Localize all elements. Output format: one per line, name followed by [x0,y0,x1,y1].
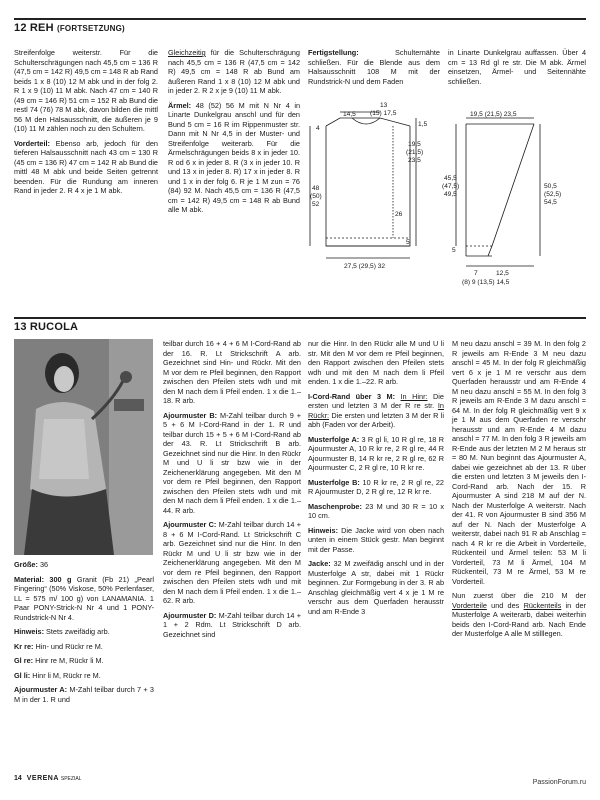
paragraph-text: M-Zahl teilbar durch 9 + 5 + 6 M I-Cord-Rand in der 1. R und teilbar durch 15 + 5 + 6 M I-Cord-Rand ab der 43. R. Lt Strickschrift B arb. Gezeichnet sind nur die Hinr. In den Rückr M und U li str bzw wie in der Zeichenerklärung angegeben. Mit den M vor dem re Pfeil beginnen, den Rapport zwischen den Pfeilen stets wdh und mit den M nach dem li Pfeil enden. 1 x die 1.–44. R arb. [163,410,301,515]
paragraph-label: Musterfolge A: [308,434,360,444]
text-column-materials [14,560,154,772]
paragraph-text: 23 M und 30 R = 10 x 10 cm. [308,501,444,520]
text-column-b [163,339,301,773]
paragraph [452,339,586,586]
section-header-reh [14,18,586,34]
dim-label: 5 [406,239,410,246]
paragraph-text: 32 M zweifädig anschl und in der Musterfolge A str, dabei mit 1 Rückr beginnen. Zur Formgebung in der 3. R ab Anschlag gleichmäßig vert 4 x je 1 M re verschr aus dem Querfaden herausstr und am R-Ende 3 [308,559,444,616]
neckline [352,118,380,124]
inline-label: Rückenteils [523,600,562,610]
paragraph-text: Hinr li M, Rückr re M. [30,670,101,680]
paragraph-label: Ajourmuster B: [163,410,218,420]
paragraph-text: 36 [37,560,49,569]
paragraph-text: Ebenso arb, jedoch für den tieferen Halsausschnitt nach 43 cm = 130 R (45 cm = 136 R) 47 cm = 142 R ab Bund die mittl 48 M abk und beide Seiten getrennt beenden. Für die Rundung am inneren Rand in jeder 2. R 4 x je 1 M abk. [14,138,158,195]
page-number: 14 [14,775,22,782]
section-title: 12 REH [14,22,54,34]
body-outline [326,126,410,246]
brand-name: VERENA [26,775,59,782]
paragraph [14,671,154,681]
paragraph-label: Gl re: [14,656,34,665]
paragraph-text: Die Jacke wird von oben nach unten in einem Stück gestr. Man beginnt mit der Passe. [308,525,444,554]
dim-label: 12,5 [496,270,509,277]
dim-label: 26 [395,211,403,218]
paragraph-label: Gl li: [14,670,31,680]
paragraph-text: M-Zahl teilbar durch 14 + 1 + 2 Rdm. Lt Strickschrift D arb. Gezeichnet sind [163,610,301,639]
dim-label: 4 [316,125,320,132]
model-photo [14,339,153,555]
paragraph [163,411,301,516]
paragraph-text: Hinr re M, Rückr li M. [33,656,104,665]
paragraph [308,559,444,616]
paragraph-text: M-Zahl teilbar durch 7 + 3 M in der 1. R und [14,685,154,704]
inline-label: Vorderteile [452,600,487,610]
paragraph-label: Hinweis: [308,525,339,535]
paragraph-text: und des [486,600,524,610]
paragraph-text: Hin- und Rückr re M. [33,641,103,651]
paragraph [448,48,586,86]
paragraph [14,642,154,652]
dim-label: 14,5 [343,111,356,118]
paragraph [308,392,444,430]
paragraph [14,656,154,666]
paragraph-text: Nun zuerst über die 210 M der [452,591,586,600]
paragraph [308,48,440,86]
paragraph [163,520,301,606]
paragraph [14,627,154,637]
dim-label: 27,5 (29,5) 32 [344,263,386,270]
dim-label: 5 [452,247,456,254]
paragraph-text: Streifenfolge weiterstr. Für die Schulterschrägungen nach 45,5 cm = 136 R (47,5 cm = 142 R) 49,5 cm = 148 R ab Rand beids 1 x 8 (10) 12 M abk und in der folg 2. R 1 x 9 (10) 11 M abk. Nach 47 cm = 140 R (49 cm = 146 R) 51 cm = 152 R ab Bund die restl 74 (76) 78 M abk, davon bilden die mittl 56 M den Halsausschnitt, die äußeren je 9 (10) 11 M zählen noch zu den Schultern. [14,48,158,133]
paragraph [452,591,586,639]
section-title: 13 RUCOLA [14,321,79,333]
paragraph [168,48,300,96]
sleeve-schematic [442,106,588,286]
dim-label: 7 [474,270,478,277]
sleeve-outline [488,124,534,256]
dim-label: 13 [380,102,388,109]
text-column-3 [308,48,440,98]
paragraph [14,575,154,623]
inline-label: In Rückr: [308,401,444,420]
paragraph-text: M-Zahl teilbar durch 14 + 8 + 6 M I-Cord-Rand. Lt Strickschrift C arb. Gezeichnet sind nur die Hinr. In den Rückr M und U li str bzw wie in der Zeichenerklärung angegeben. Mit den M vor dem re Pfeil beginnen, den Rapport zwischen den Pfeilen stets wdh und mit den M nach dem li Pfeil enden. 1 x die 1.–62. R arb. [163,520,301,605]
page-footer [14,775,81,782]
inline-label: In Hinr: [400,391,428,401]
paragraph [308,478,444,497]
paragraph-label: Ärmel: [168,100,192,110]
paragraph-text: 3 R gl li, 10 R gl re, 18 R Ajourmuster A, 10 R kr re, 2 R gl re, 44 R Ajourmuster B, 14 R kr re, 2 R gl re, 62 R Ajourmuster C, 2 R gl re, 10 R kr re. [308,434,444,472]
paragraph [14,560,154,570]
paragraph [168,101,300,215]
paragraph [308,526,444,555]
dim-label: 54,5 [544,199,557,206]
text-column-4 [448,48,586,98]
paragraph-label: Ajourmuster A: [14,685,68,694]
dim-label: 50,5 [544,183,557,190]
dim-label: 1,5 [418,121,428,128]
paragraph-label: Vorderteil: [14,138,50,148]
paragraph-label: Material: 300 g [14,574,72,584]
paragraph-label: Ajourmuster C: [163,520,217,529]
paragraph [14,48,158,134]
paragraph-text: teilbar durch 16 + 4 + 6 M I-Cord-Rand ab der 16. R. Lt Strickschrift A arb. Gezeichnet sind Hin- und Rückr. Mit den M vor dem re Pfeil beginnen, den Rapport zwischen den Pfeilen stets wdh und mit den M nach dem li Pfeil enden. 1 x die 1.–18. R arb. [163,339,301,405]
paragraph-text: 48 (52) 56 M mit N Nr 4 in Linarte Dunkelgrau anschl und für den Bund 5 cm = 16 R im Rippenmuster str. Dann mit N Nr 4,5 in der Muster- und Streifenfolge weiterarb. Für die Ärmelschrägungen beids 8 x in jeder 10. R od 6 x in jeder 8. R (3 x in jeder 10. R und 13 x in jeder 8. R) 17 x in jeder 8. R und 1 x in der folg 6. R je 1 M zun = 76 (84) 92 M. Nach 45,5 cm = 136 R (47,5 cm = 142 R) 49,5 cm = 148 R ab Bund alle M abk. [168,100,300,214]
dim-label: 23,5 [408,157,421,164]
dim-label: 19,5 [408,141,421,148]
text-column-2 [168,48,300,278]
site-watermark: PassionForum.ru [532,779,586,786]
dim-label: (21,5) [406,149,424,156]
dim-label: (52,5) [544,191,562,198]
dim-label: 49,5 [444,191,457,198]
dim-label: (15) 17,5 [370,110,397,117]
paragraph-text: in der Musterfolge A weiterarb, dabei weiterhin beids den I-Cord-Rand arb. Nach Ende der Musterfolge A alle M stilllegen. [452,600,586,638]
paragraph-text: Schulternähte schließen. Für die Blende aus dem Halsausschnitt 108 M mit der Rundstrick-N und dem Faden [308,48,440,86]
paragraph-label: Musterfolge B: [308,477,360,487]
paragraph-label: Gleichzeitig [168,48,206,57]
paragraph-label: I-Cord-Rand über 3 M: [308,391,396,401]
shoulder-line [326,118,410,126]
dim-label: (50) [310,193,322,200]
paragraph [163,339,301,406]
paragraph-text: für die Schulterschrägung nach 45,5 cm = 136 R (47,5 cm = 142 R) 49,5 cm = 148 R ab Bund am äußeren Rand 1 x 8 (10) 12 M abk und in jeder 2. R 2 x je 9 (10) 11 M abk. [168,48,300,95]
dim-label: (47,5) [442,183,460,190]
paragraph [163,611,301,640]
paragraph-text: Stets zweifädig arb. [44,627,110,636]
text-column-1 [14,48,158,278]
paragraph-label: Fertigstellung: [308,48,359,57]
paragraph [308,435,444,473]
dim-label: 52 [312,201,320,208]
body-schematic [300,98,448,280]
paragraph-text: in Linarte Dunkelgrau auffassen. Über 4 cm = 13 Rd gl re str. Die M abk. Ärmel einsetzen, Ärmel- und Seitennähte schließen. [448,48,586,86]
paragraph-label: Hinweis: [14,627,45,636]
dim-label: 45,5 [444,175,457,182]
photo-illustration [14,339,153,555]
text-column-c [308,339,444,773]
paragraph [308,502,444,521]
paragraph-label: Ajourmuster D: [163,610,217,620]
paragraph-label: Jacke: [308,559,331,568]
paragraph-text: M neu dazu anschl = 39 M. In den folg 2 R jeweils am R-Ende 3 M neu dazu anschl = 45 M. In der folg R gleichmäßig vert 6 x je 1 M re verschr aus dem Querfaden herausstr und am R-Ende 4 M neu dazu anschl = 55 M. In den folg 3 R jeweils am R-Ende 3 M dazu anschl = 64 M. In der folg R gleichmäßig vert 9 x je 1 M aus dem Querfaden re verschr herausstr und am R-Ende 4 M dazu anschl = 77 M. In den folg 3 R jeweils am R-Ende aus der letzten M 2 M heraus str = 80 M. Nun beginnt das Ajourmuster A, dabei wie gezeichnet ab der 13. R über die ersten und letzten 3 M jeweils den I-Cord-Rand arb. Nach der 15. R Ajourmuster A sind 218 M auf der N. Nach der Musterfolge A weiterstr. Nach der 41. R von Ajourmuster B sind 356 M auf der N. Nach der Musterfolge A weiterstr, dabei nach 91 R ab Anschlag = nach 4 R kr re die Arbeit in Vorderteile, Rückenteil und Ärmel teilen: 53 M li Vorderteil, 73 M li Ärmel, 104 M Rückenteil, 73 M re Ärmel, 53 M re Vorderteil. [452,339,586,586]
paragraph-text: 10 R kr re, 2 R gl re, 22 R Ajourmuster D, 2 R gl re, 12 R kr re. [308,477,444,496]
paragraph [14,139,158,196]
section-subtitle: (FORTSETZUNG) [56,24,125,33]
paragraph [14,685,154,704]
paragraph-label: Maschenprobe: [308,501,362,511]
dim-label: 48 [312,185,320,192]
paragraph [308,339,444,387]
dim-label: (8) 9 (13,5) 14,5 [462,279,510,286]
paragraph-text: nur die Hinr. In den Rückr alle M und U li str. Mit den M vor dem re Pfeil beginnen, den Rapport zwischen den Pfeilen stets wdh und mit den M nach dem li Pfeil enden. 1 x die 1.–22. R arb. [308,339,444,386]
paragraph-label: Größe: [14,560,38,569]
section-header-rucola [14,317,586,333]
paragraph-label: Kr re: [14,641,34,651]
brand-subtitle: SPEZIAL [60,776,82,782]
dim-label: 19,5 (21,5) 23,5 [470,111,517,118]
paragraph-text: Die ersten und letzten 3 M der R re str. [308,391,444,410]
paragraph-text: Die ersten und letzten 3 M der R li abh (Faden vor der Arbeit). [308,410,444,429]
paragraph-text: Granit (Fb 21) „Pearl Fingering“ (50% Viskose, 50% Perlenfaser, LL = 575 m/ 100 g) von LANAMANIA. 1 Paar PONY-Strick-N Nr 4 und 1 PONY-Rundstrick-N Nr 4. [14,574,154,622]
text-column-d [452,339,586,773]
